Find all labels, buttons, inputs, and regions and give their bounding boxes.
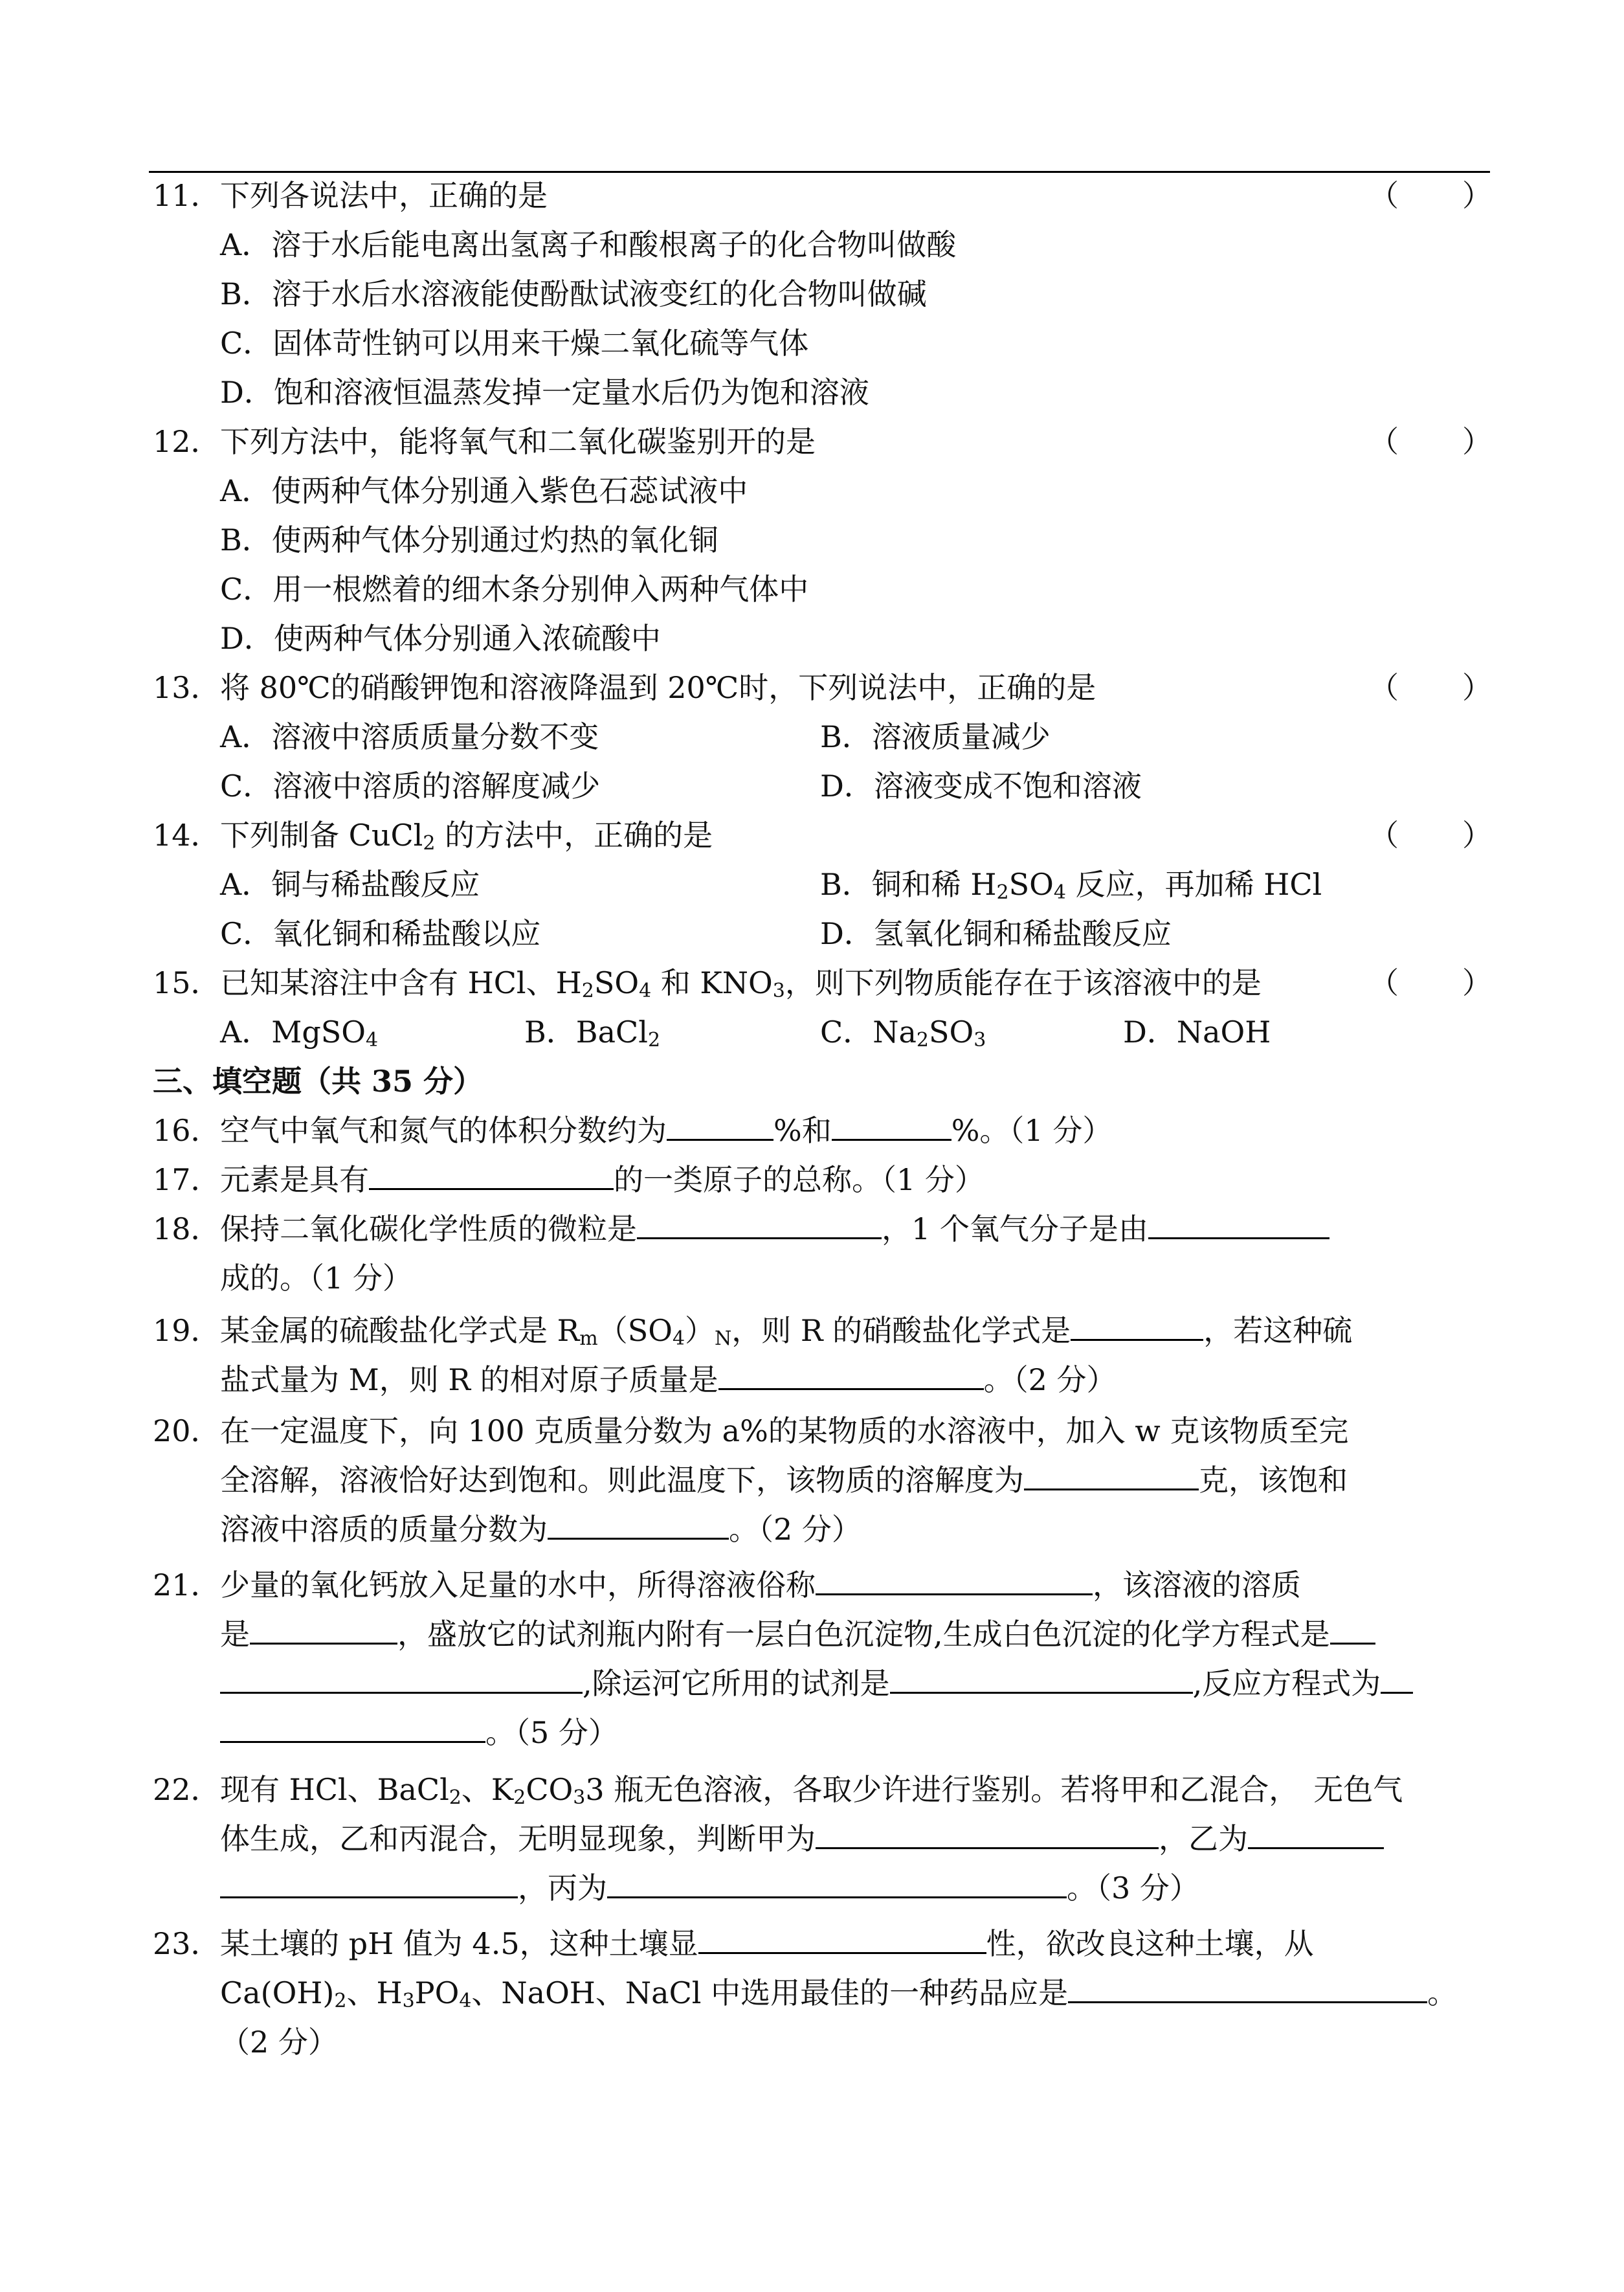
q12-option-d: D．使两种气体分别通入浓硫酸中	[220, 621, 661, 656]
q21-line-2: 是 ，盛放它的试剂瓶内附有一层白色沉淀物,生成白色沉淀的化学方程式是	[220, 1615, 1375, 1654]
q12-answer-paren: （ ）	[1369, 424, 1493, 459]
q16-blank-oxygen[interactable]	[667, 1112, 773, 1141]
q17-text: 元素是具有 的一类原子的总称。（1 分）	[220, 1162, 984, 1197]
q16-blank-nitrogen[interactable]	[832, 1112, 951, 1141]
q11-option-d: D．饱和溶液恒温蒸发掉一定量水后仍为饱和溶液	[220, 375, 869, 410]
q15-number: 15．	[153, 965, 221, 1000]
q17-number: 17．	[153, 1162, 221, 1197]
q18-number: 18．	[153, 1211, 221, 1246]
q15-option-a: A．MgSO$_4$	[220, 1015, 379, 1051]
q11-option-b: B．溶于水后水溶液能使酚酞试液变红的化合物叫做碱	[220, 276, 927, 311]
top-rule	[149, 171, 1490, 173]
q12-option-b: B．使两种气体分别通过灼热的氧化铜	[220, 522, 718, 557]
q21-blank-reaction-start[interactable]	[1381, 1665, 1413, 1694]
q11-stem: 下列各说法中，正确的是	[220, 178, 548, 213]
q21-line-1: 少量的氧化钙放入足量的水中，所得溶液俗称 ，该溶液的溶质	[220, 1567, 1301, 1602]
q14-number: 14．	[153, 818, 221, 853]
q20-line-1: 在一定温度下，向 100 克质量分数为 a%的某物质的水溶液中，加入 w 克该物质至完	[220, 1413, 1349, 1448]
q14-option-b: B．铜和稀 $H_2SO_4$ 反应，再加稀 HCl	[820, 867, 1322, 904]
q15-option-d: D．NaOH	[1123, 1015, 1271, 1050]
q14-answer-paren: （ ）	[1369, 818, 1493, 853]
q18-line-1: 保持二氧化碳化学性质的微粒是 ，1 个氧气分子是由	[220, 1209, 1329, 1248]
q18-line-2: 成的。（1 分）	[220, 1261, 412, 1296]
q20-blank-solubility[interactable]	[1024, 1461, 1199, 1490]
q21-blank-reaction[interactable]	[220, 1714, 485, 1743]
q13-option-d: D．溶液变成不饱和溶液	[820, 769, 1142, 803]
q19-blank-nitrate-formula[interactable]	[1071, 1312, 1203, 1341]
q19-line-1: 某金属的硫酸盐化学式是 $R_m(SO_4)_N$，则 R 的硝酸盐化学式是 ，若这种硫	[220, 1313, 1353, 1350]
q18-blank-composition[interactable]	[1148, 1210, 1329, 1239]
q15-option-c: C．$Na_2SO_3$	[820, 1015, 986, 1051]
q22-line-3: ，丙为 。（3 分）	[220, 1869, 1199, 1907]
q13-option-c: C．溶液中溶质的溶解度减少	[220, 769, 601, 803]
q21-blank-common-name[interactable]	[816, 1566, 1093, 1595]
q15-stem: 已知某溶注中含有 HCl、$H_2SO_4$ 和 $KNO_3$，则下列物质能存在于该溶液中的是	[220, 965, 1262, 1002]
q20-line-3: 溶液中溶质的质量分数为 。（2 分）	[220, 1512, 862, 1547]
q16-number: 16．	[153, 1113, 221, 1148]
q15-option-b: B．BaCl$_2$	[524, 1015, 661, 1051]
q21-line-4: 。（5 分）	[220, 1713, 618, 1752]
q13-answer-paren: （ ）	[1369, 670, 1493, 705]
q14-option-d: D．氢氧化铜和稀盐酸反应	[820, 916, 1172, 951]
q21-line-3: ,除运河它所用的试剂是 ,反应方程式为	[220, 1664, 1413, 1703]
q13-number: 13．	[153, 670, 221, 705]
q14-stem: 下列制备 CuCl$_2$ 的方法中，正确的是	[220, 818, 713, 855]
q23-line-1: 某土壤的 pH 值为 4.5，这种土壤显 性，欲改良这种土壤，从	[220, 1926, 1314, 1961]
q22-blank-bing[interactable]	[607, 1869, 1067, 1898]
q12-option-c: C．用一根燃着的细木条分别伸入两种气体中	[220, 572, 809, 607]
q23-line-3: （2 分）	[220, 2025, 338, 2060]
q12-stem: 下列方法中，能将氧气和二氧化碳鉴别开的是	[220, 424, 816, 459]
q22-blank-jia[interactable]	[816, 1820, 1159, 1849]
q20-line-2: 全溶解，溶液恰好达到饱和。则此温度下，该物质的溶解度为 克，该饱和	[220, 1463, 1348, 1498]
q22-blank-yi-start[interactable]	[1248, 1820, 1384, 1849]
q21-blank-reagent[interactable]	[890, 1665, 1193, 1694]
q19-line-2: 盐式量为 M，则 R 的相对原子质量是 。（2 分）	[220, 1362, 1117, 1397]
q22-number: 22．	[153, 1772, 221, 1807]
q23-blank-reagent[interactable]	[1068, 1974, 1427, 2003]
q11-answer-paren: （ ）	[1369, 178, 1493, 213]
q22-blank-yi[interactable]	[220, 1869, 518, 1898]
q17-blank[interactable]	[369, 1161, 614, 1190]
q14-option-c: C．氧化铜和稀盐酸以应	[220, 916, 541, 951]
q21-number: 21．	[153, 1567, 221, 1602]
q21-blank-solute[interactable]	[250, 1615, 397, 1645]
section-3-heading: 三、填空题（共 35 分）	[153, 1064, 484, 1099]
q12-number: 12．	[153, 424, 221, 459]
q16-text: 空气中氧气和氮气的体积分数约为 %和 %。（1 分）	[220, 1113, 1113, 1148]
q23-number: 23．	[153, 1926, 221, 1961]
q20-blank-mass-fraction[interactable]	[548, 1511, 729, 1540]
q19-blank-atomic-mass[interactable]	[718, 1361, 984, 1390]
q19-number: 19．	[153, 1313, 221, 1348]
q14-option-a: A．铜与稀盐酸反应	[220, 867, 480, 902]
q18-blank-particle[interactable]	[637, 1210, 882, 1239]
q21-blank-equation-start[interactable]	[1330, 1615, 1375, 1645]
q11-number: 11．	[153, 178, 221, 213]
q12-option-a: A．使两种气体分别通入紫色石蕊试液中	[220, 473, 748, 508]
q11-option-a: A．溶于水后能电离出氢离子和酸根离子的化合物叫做酸	[220, 227, 957, 262]
q21-blank-equation[interactable]	[220, 1665, 583, 1694]
q20-number: 20．	[153, 1413, 221, 1448]
q13-option-a: A．溶液中溶质质量分数不变	[220, 719, 599, 754]
q23-line-2: $Ca(OH)_2$、$H_3PO_4$、NaOH、NaCl 中选用最佳的一种药品应是 。	[220, 1975, 1458, 2012]
q15-answer-paren: （ ）	[1369, 965, 1493, 1000]
q13-option-b: B．溶液质量减少	[820, 719, 1051, 754]
q22-line-2: 体生成，乙和丙混合，无明显现象，判断甲为 ，乙为	[220, 1819, 1384, 1858]
q23-blank-acidity[interactable]	[698, 1925, 986, 1954]
q13-stem: 将 80℃的硝酸钾饱和溶液降温到 20℃时，下列说法中，正确的是	[220, 670, 1096, 705]
q22-line-1: 现有 HCl、BaCl$_2$、$K_2CO_33$ 瓶无色溶液，各取少许进行鉴别。若将甲和乙混合， 无色气	[220, 1772, 1403, 1809]
q11-option-c: C．固体苛性钠可以用来干燥二氧化硫等气体	[220, 326, 809, 361]
